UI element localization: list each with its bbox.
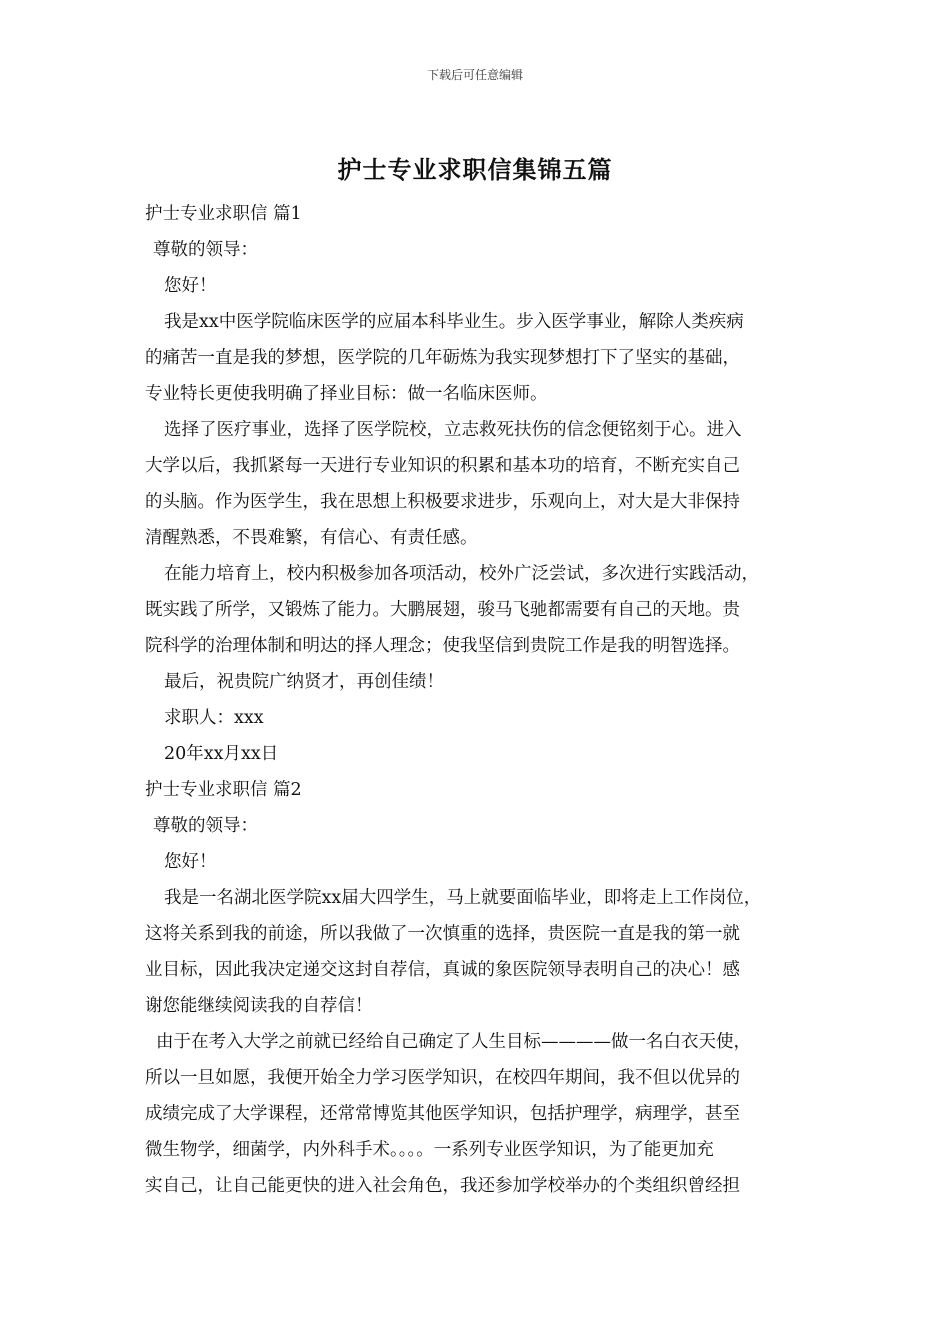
letter1-para1-line-3: 专业特长更使我明确了择业目标：做一名临床医师。 xyxy=(145,384,548,404)
letter2-para2-line-2: 所以一旦如愿，我便开始全力学习医学知识，在校四年期间，我不但以优异的 xyxy=(145,1068,740,1088)
letter1-para3-line-3: 院科学的治理体制和明达的择人理念；使我坚信到贵院工作是我的明智选择。 xyxy=(145,636,740,656)
letter2-para2-line-5: 实自己，让自己能更快的进入社会角色，我还参加学校举办的个类组织曾经担 xyxy=(145,1176,740,1196)
letter2-para2-line-4: 微生物学，细菌学，内外科手术。。。。一系列专业医学知识，为了能更加充 xyxy=(145,1140,714,1160)
letter1-heading: 护士专业求职信 篇1 xyxy=(145,204,302,224)
page-header-note: 下载后可任意编辑 xyxy=(426,68,523,82)
letter2-para1-line-4: 谢您能继续阅读我的自荐信！ xyxy=(145,996,373,1016)
document-body xyxy=(145,196,813,1204)
letter1-date: 20年xx月xx日 xyxy=(164,744,279,764)
letter2-greeting: 您好！ xyxy=(164,852,217,872)
letter2-para1-line-2: 这将关系到我的前途，所以我做了一次慎重的选择，贵医院一直是我的第一就 xyxy=(145,924,740,944)
letter2-para2-line-1: 由于在考入大学之前就已经给自己确定了人生目标————做一名白衣天使， xyxy=(156,1032,751,1052)
letter2-heading: 护士专业求职信 篇2 xyxy=(145,780,302,800)
letter2-para1-line-1: 我是一名湖北医学院xx届大四学生，马上就要面临毕业，即将走上工作岗位， xyxy=(164,888,762,908)
document-title: 护士专业求职信集锦五篇 xyxy=(337,155,613,184)
letter1-greeting: 您好！ xyxy=(164,276,217,296)
letter1-para1-line-1: 我是xx中医学院临床医学的应届本科毕业生。步入医学事业，解除人类疾病 xyxy=(164,312,744,332)
letter1-salutation: 尊敬的领导： xyxy=(153,240,258,260)
letter1-para2-line-3: 的头脑。作为医学生，我在思想上积极要求进步，乐观向上，对大是大非保持 xyxy=(145,492,740,512)
letter1-para2-line-4: 清醒熟悉，不畏难繁，有信心、有责任感。 xyxy=(145,528,478,548)
letter1-para2-line-1: 选择了医疗事业，选择了医学院校，立志救死扶伤的信念便铭刻于心。进入 xyxy=(164,420,742,440)
letter2-para2-line-3: 成绩完成了大学课程，还常常博览其他医学知识，包括护理学，病理学，甚至 xyxy=(145,1104,740,1124)
letter1-closing: 最后，祝贵院广纳贤才，再创佳绩！ xyxy=(164,672,444,692)
letter1-paragraph-1 xyxy=(145,304,813,412)
letter1-para3-line-2: 既实践了所学，又锻炼了能力。大鹏展翅，骏马飞驰都需要有自己的天地。贵 xyxy=(145,600,740,620)
letter2-paragraph-2 xyxy=(145,1024,813,1204)
letter2-para1-line-3: 业目标，因此我决定递交这封自荐信，真诚的象医院领导表明自己的决心！感 xyxy=(145,960,740,980)
letter1-para1-line-2: 的痛苦一直是我的梦想，医学院的几年砺炼为我实现梦想打下了坚实的基础， xyxy=(145,348,740,368)
letter2-paragraph-1 xyxy=(145,880,813,1024)
letter1-paragraph-3 xyxy=(145,556,813,664)
letter2-salutation: 尊敬的领导： xyxy=(153,816,258,836)
letter1-para3-line-1: 在能力培育上，校内积极参加各项活动，校外广泛尝试，多次进行实践活动， xyxy=(164,564,759,584)
letter1-paragraph-2 xyxy=(145,412,813,556)
letter1-applicant: 求职人：xxx xyxy=(164,708,264,728)
letter1-para2-line-2: 大学以后，我抓紧每一天进行专业知识的积累和基本功的培育，不断充实自己 xyxy=(145,456,740,476)
